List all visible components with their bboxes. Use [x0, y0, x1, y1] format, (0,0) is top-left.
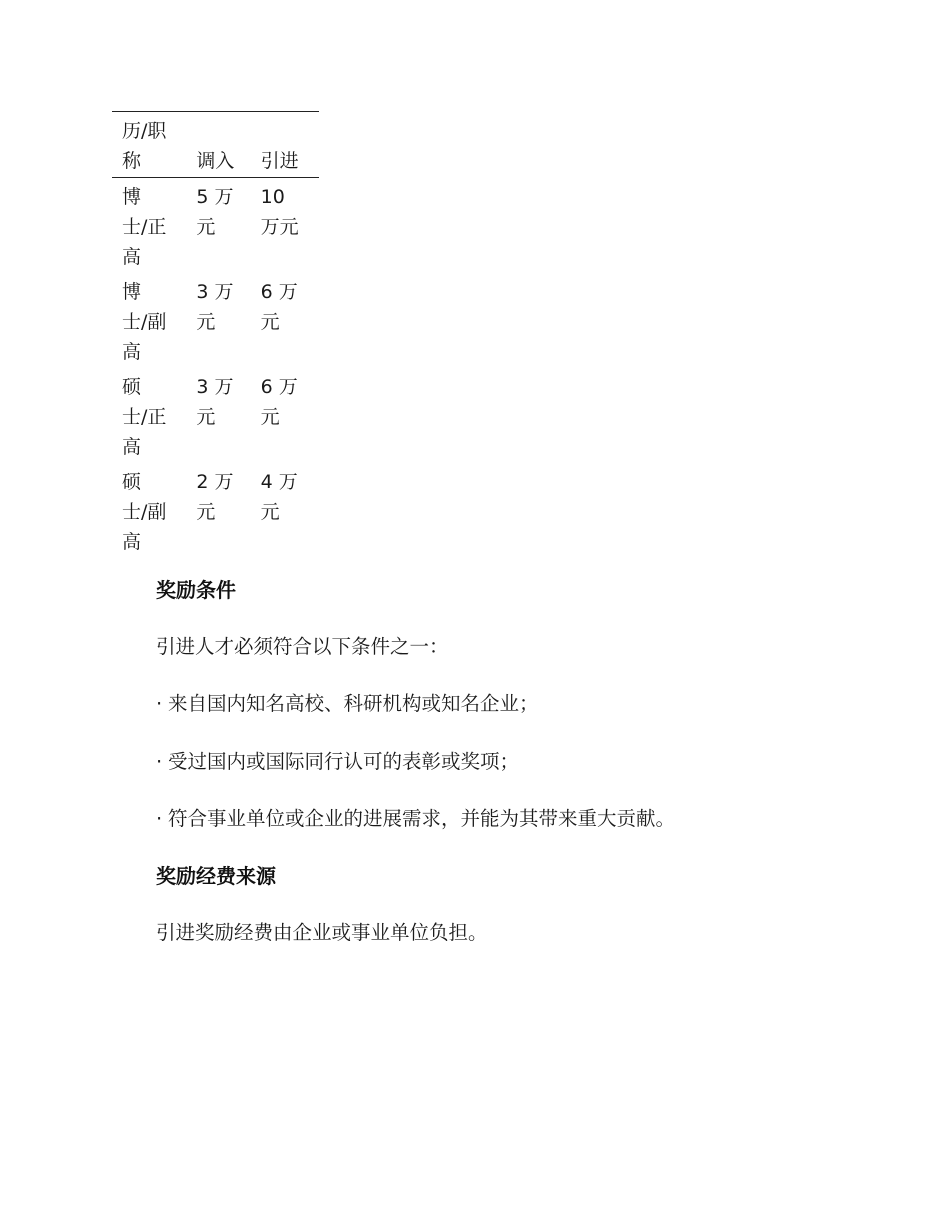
cell-transfer-amount: 2 万 元 — [196, 471, 234, 523]
table-header-row — [112, 112, 319, 178]
table-header-cell — [251, 112, 319, 178]
cell-education: 博 士/副 高 — [122, 281, 167, 363]
bullet-icon: · — [156, 750, 163, 773]
table-cell — [186, 368, 250, 463]
table-cell — [112, 273, 186, 368]
bullet-icon: · — [156, 807, 163, 830]
header-education-title: 历/职 称 — [122, 120, 167, 172]
table-row — [112, 463, 319, 558]
table-cell — [186, 178, 250, 274]
conditions-intro: 引进人才必须符合以下条件之一： — [156, 635, 449, 658]
bullet-text: 来自国内知名高校、科研机构或知名企业； — [168, 692, 539, 715]
table-cell — [251, 368, 319, 463]
cell-transfer-amount: 3 万 元 — [196, 281, 234, 333]
bullet-icon: · — [156, 692, 163, 715]
table-body — [112, 178, 319, 559]
cell-education: 硕 士/正 高 — [122, 376, 167, 458]
bullet-text: 符合事业单位或企业的进展需求，并能为其带来重大贡献。 — [168, 807, 676, 830]
table-header — [112, 112, 319, 178]
cell-introduce-amount: 10 万元 — [260, 186, 299, 238]
conditions-heading: 奖励条件 — [156, 578, 236, 602]
table-header-cell — [112, 112, 186, 178]
table-cell — [112, 178, 186, 274]
header-introduce: 引进 — [260, 150, 299, 172]
table-cell — [186, 273, 250, 368]
bullet-text: 受过国内或国际同行认可的表彰或奖项； — [168, 750, 520, 773]
table-cell — [251, 178, 319, 274]
table-row — [112, 178, 319, 274]
cell-education: 硕 士/副 高 — [122, 471, 167, 553]
table-cell — [251, 463, 319, 558]
table-cell — [112, 463, 186, 558]
table-cell — [186, 463, 250, 558]
cell-transfer-amount: 5 万 元 — [196, 186, 234, 238]
cell-transfer-amount: 3 万 元 — [196, 376, 234, 428]
cell-introduce-amount: 6 万 元 — [260, 376, 298, 428]
cell-education: 博 士/正 高 — [122, 186, 167, 268]
reward-table — [112, 111, 319, 558]
table-cell — [112, 368, 186, 463]
table-header-cell — [186, 112, 250, 178]
table-cell — [251, 273, 319, 368]
table-row — [112, 273, 319, 368]
list-item — [156, 691, 539, 717]
funding-text: 引进奖励经费由企业或事业单位负担。 — [156, 921, 488, 944]
list-item — [156, 749, 519, 775]
funding-heading: 奖励经费来源 — [156, 864, 276, 888]
header-transfer-in: 调入 — [196, 150, 235, 172]
table-row — [112, 368, 319, 463]
cell-introduce-amount: 6 万 元 — [260, 281, 298, 333]
list-item — [156, 806, 675, 832]
cell-introduce-amount: 4 万 元 — [260, 471, 298, 523]
